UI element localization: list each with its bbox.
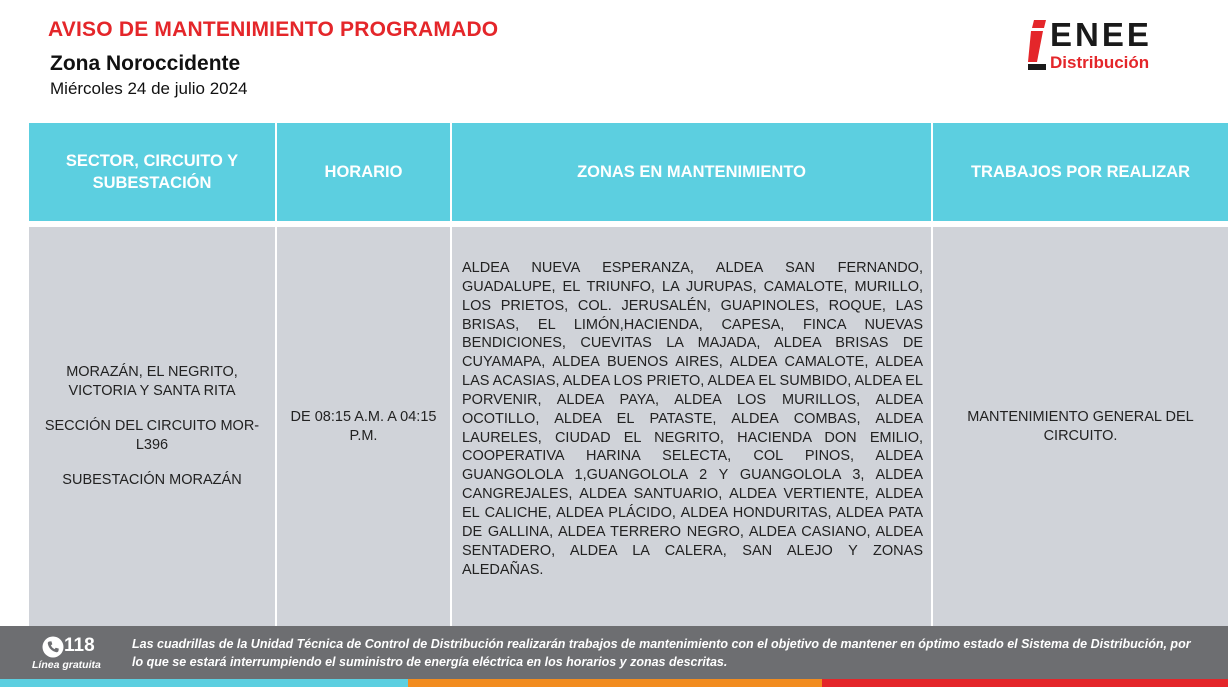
stripe-cyan [0, 679, 408, 687]
footer-bar [0, 626, 1228, 679]
table-header-row [29, 123, 1228, 224]
schedule-cell: DE 08:15 A.M. A 04:15 P.M. [276, 224, 451, 626]
date-line: Miércoles 24 de julio 2024 [50, 79, 248, 98]
notice-title: AVISO DE MANTENIMIENTO PROGRAMADO [48, 18, 499, 41]
phone-icon [42, 636, 64, 658]
logo-subtitle: Distribución [1050, 53, 1150, 72]
zones-list: ALDEA NUEVA ESPERANZA, ALDEA SAN FERNANDO, GUADALUPE, EL TRIUNFO, LA JURUPAS, CAMALOTE, MURILLO, LOS PRIETOS, COL. JERUSALÉN, GUAPINOLES, ROQUE, LAS BRISAS, EL LIMÓN,HACIENDA, CAPESA, FINCA NUEVAS BENDICIONES, CUEVITAS LA MAJADA, ALDEA BRISAS DE CUYAMAPA, ALDEA BUENOS AIRES, ALDEA CAMALOTE, ALDEA LAS ACASIAS, ALDEA LOS PRIETO, ALDEA EL SUMBIDO, ALDEA EL PORVENIR, ALDEA PAYA, ALDEA LOS MURILLOS, ALDEA OCOTILLO, ALDEA EL PATASTE, ALDEA COMBAS, ALDEA LAURELES, CIUDAD EL NEGRITO, HACIENDA DON EMILIO, COOPERATIVA HARINA SELECTA, COL PINOS, ALDEA GUANGOLOLA 1,GUANGOLOLA 2 Y GUANGOLOLA 3, ALDEA CANGREJALES, ALDEA SANTUARIO, ALDEA VERTIENTE, ALDEA EL CALICHE, ALDEA PLÁCIDO, ALDEA HONDURITAS, ALDEA PATA DE GALLINA, ALDEA TERRERO NEGRO, ALDEA CASIANO, ALDEA SENTADERO, ALDEA LA CALERA, SAN ALEJO Y ZONAS ALEDAÑAS. [462, 260, 923, 578]
header-zones: ZONAS EN MANTENIMIENTO [451, 123, 932, 224]
footer-notice: Las cuadrillas de la Unidad Técnica de Control de Distribución realizarán trabajos de mantenimiento con el objetivo de mantener en óptimo estado el Sistema de Distribución, por lo que se estará interrumpiendo el suministro de energía eléctrica en los horarios y zonas descritas. [132, 637, 1191, 669]
phone-label: Línea gratuita [32, 659, 101, 671]
sector-cell [29, 224, 276, 626]
header-work: TRABAJOS POR REALIZAR [932, 123, 1228, 224]
work-cell: MANTENIMIENTO GENERAL DEL CIRCUITO. [932, 224, 1228, 626]
enee-logo-mark-icon [1028, 20, 1046, 70]
stripe-red [822, 679, 1228, 687]
logo-wordmark: ENEE [1050, 16, 1152, 53]
substation-name: SUBESTACIÓN MORAZÁN [62, 471, 242, 488]
phone-number: 118 [64, 635, 95, 656]
header-sector: SECTOR, CIRCUITO Y SUBESTACIÓN [29, 123, 276, 224]
stripe-orange [408, 679, 822, 687]
header-schedule: HORARIO [276, 123, 451, 224]
enee-logo [1028, 18, 1198, 76]
zone-title: Zona Noroccidente [50, 52, 241, 75]
zones-cell [451, 224, 932, 626]
sector-names: MORAZÁN, EL NEGRITO, VICTORIA Y SANTA RITA [66, 364, 238, 400]
circuit-section: SECCIÓN DEL CIRCUITO MOR-L396 [44, 418, 260, 453]
maintenance-table [29, 123, 1228, 626]
table-row [29, 224, 1228, 626]
